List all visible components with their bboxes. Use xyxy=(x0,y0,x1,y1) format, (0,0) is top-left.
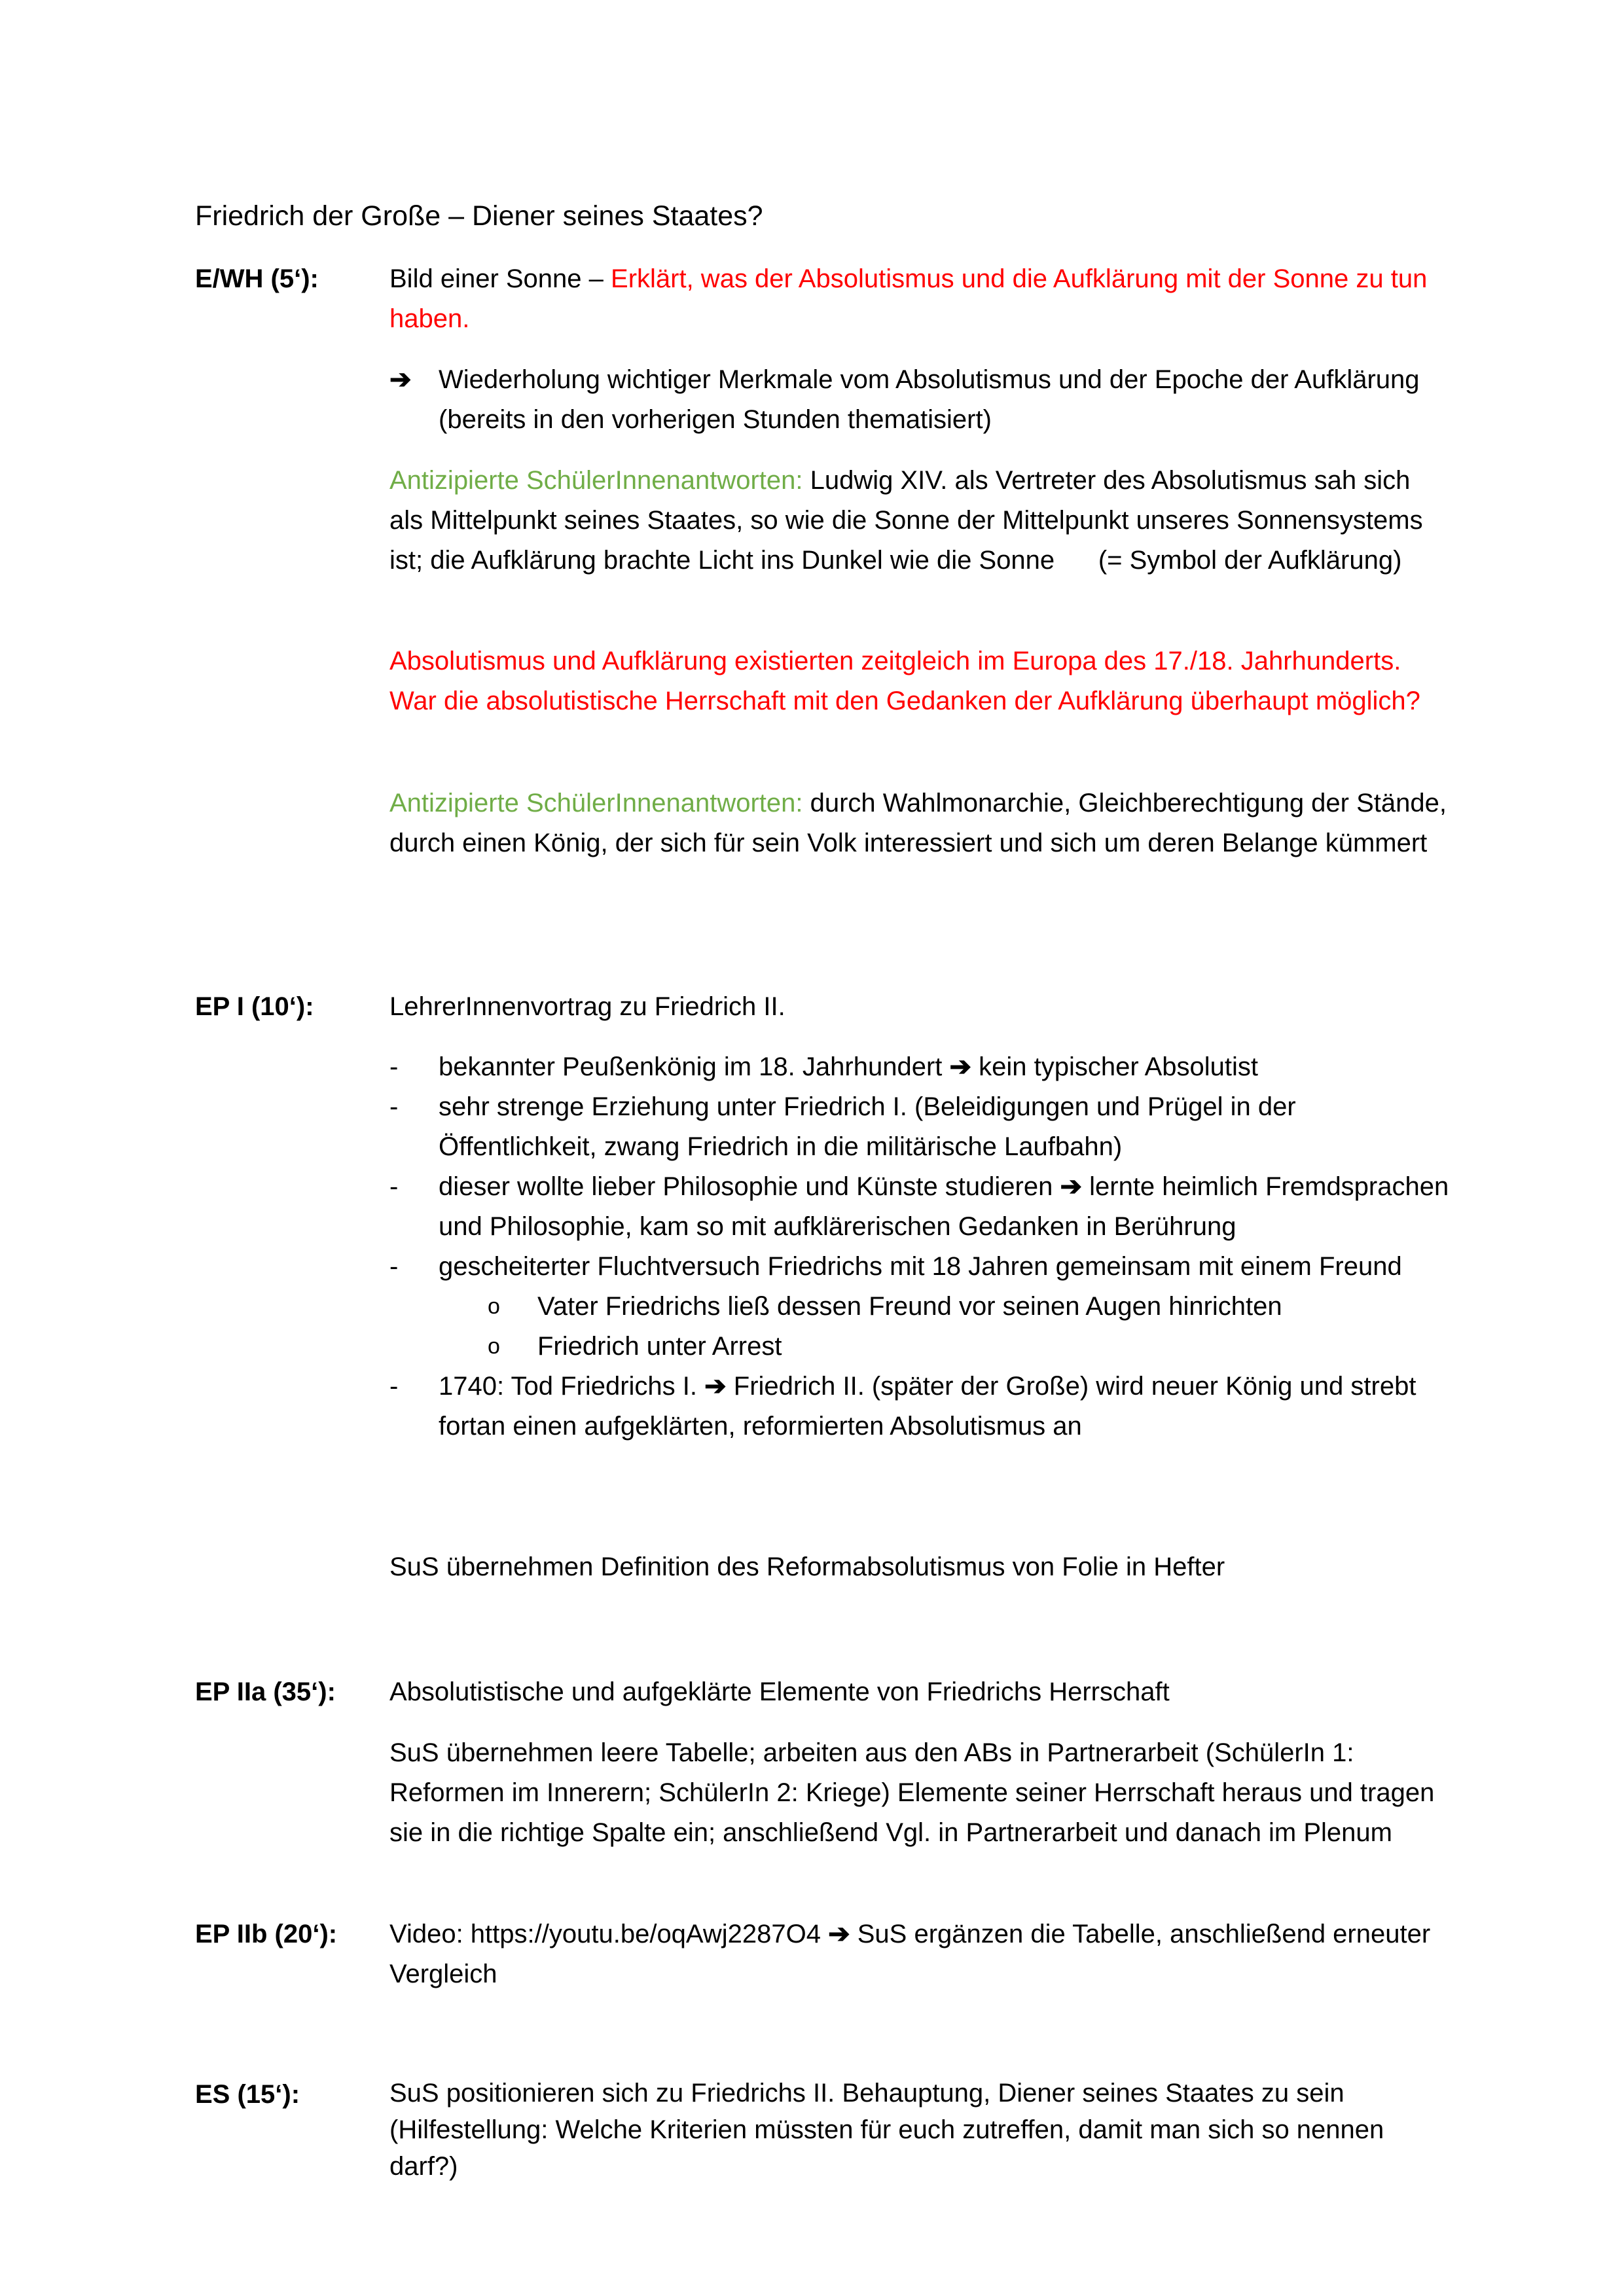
ewh-arrow-item xyxy=(389,360,1450,440)
ep2a-intro: Absolutistische und aufgeklärte Elemente von Friedrichs Herrschaft xyxy=(389,1677,1170,1706)
es-text: SuS positionieren sich zu Friedrichs II. Behauptung, Diener seines Staates zu sein (Hilfestellung: Welche Kriterien müssten für euch zutreffen, damit man sich so nennen darf?) xyxy=(389,2079,1384,2181)
arrow-right-icon: ➔ xyxy=(704,1372,727,1401)
bullet-item xyxy=(389,1167,1450,1247)
sub-bullet-item xyxy=(389,1287,1450,1327)
ep2b-video-text: Video: https://youtu.be/oqAwj2287O4 xyxy=(389,1920,829,1948)
ewh-answer-1 xyxy=(389,461,1450,581)
ewh-task-red: Erklärt, was der Absolutismus und die Aufklärung mit der Sonne zu tun haben. xyxy=(389,264,1428,333)
ep2a-text: SuS übernehmen leere Tabelle; arbeiten aus den ABs in Partnerarbeit (SchülerIn 1: Reformen im Innerern; SchülerIn 2: Kriege) Elemente seiner Herrschaft heraus und tragen sie in die richtige Spalte ein; anschließend Vgl. in Partnerarbeit und danach im Plenum xyxy=(389,1738,1435,1847)
bullet-text-continued: kein typischer Absolutist xyxy=(971,1052,1259,1081)
sub-bullet-item xyxy=(389,1327,1450,1367)
bullet-text: dieser wollte lieber Philosophie und Künste studieren xyxy=(439,1172,1060,1201)
bullet-item xyxy=(389,1087,1450,1167)
phase-label-ep2a: EP IIa (35‘): xyxy=(195,1677,336,1706)
ewh-question: Absolutismus und Aufklärung existierten zeitgleich im Europa des 17./18. Jahrhunderts. War die absolutistische Herrschaft mit den Gedanken der Aufklärung überhaupt möglich? xyxy=(389,647,1420,715)
dash-bullet-icon: - xyxy=(389,1252,399,1281)
arrow-right-icon: ➔ xyxy=(1060,1172,1082,1201)
ep1-bullet-list xyxy=(389,1047,1450,1446)
bullet-text: Friedrich unter Arrest xyxy=(537,1332,782,1361)
anticipated-answers-label: Antizipierte SchülerInnenantworten: xyxy=(389,789,803,817)
phase-label-ewh: E/WH (5‘): xyxy=(195,264,319,293)
circle-bullet-icon: o xyxy=(488,1294,500,1319)
bullet-text: Vater Friedrichs ließ dessen Freund vor seinen Augen hinrichten xyxy=(537,1292,1282,1321)
anticipated-answers-text: Ludwig XIV. als Vertreter des Absolutismus sah sich als Mittelpunkt seines Staates, so wie die Sonne der Mittelpunkt unseres Sonnensystems ist; die Aufklärung brachte Licht ins Dunkel wie die Sonne (= Symbol der Aufklärung) xyxy=(389,466,1430,575)
anticipated-answers-label: Antizipierte SchülerInnenantworten: xyxy=(389,466,803,495)
bullet-item xyxy=(389,1367,1450,1446)
document-title: Friedrich der Große – Diener seines Staates? xyxy=(195,200,763,232)
anticipated-answers-text: durch Wahlmonarchie, Gleichberechtigung der Stände, durch einen König, der sich für sein Volk interessiert und sich um deren Belange kümmert xyxy=(389,789,1447,857)
bullet-text: sehr strenge Erziehung unter Friedrich I. (Beleidigungen und Prügel in der Öffentlichkeit, zwang Friedrich in die militärische Laufbahn) xyxy=(439,1092,1296,1161)
circle-bullet-icon: o xyxy=(488,1334,500,1359)
ewh-arrow-text: Wiederholung wichtiger Merkmale vom Absolutismus und der Epoche der Aufklärung (bereits in den vorherigen Stunden thematisiert) xyxy=(439,365,1420,434)
bullet-item xyxy=(389,1247,1450,1287)
bullet-text: bekannter Peußenkönig im 18. Jahrhundert xyxy=(439,1052,950,1081)
arrow-right-icon: ➔ xyxy=(389,365,412,394)
ep2b-text xyxy=(389,1914,1450,1994)
arrow-right-icon: ➔ xyxy=(828,1920,850,1948)
phase-label-ep2b: EP IIb (20‘): xyxy=(195,1920,338,1948)
dash-bullet-icon: - xyxy=(389,1172,399,1201)
ep1-closing: SuS übernehmen Definition des Reformabsolutismus von Folie in Hefter xyxy=(389,1552,1225,1581)
ewh-answer-2 xyxy=(389,783,1450,863)
ewh-intro-text: Bild einer Sonne – xyxy=(389,264,611,293)
ep2b-after-text: SuS ergänzen die Tabelle, anschließend erneuter Vergleich xyxy=(389,1920,1431,1988)
bullet-text-continued: Friedrich II. (später der Große) wird neuer König und strebt fortan einen aufgeklärten, reformierten Absolutismus an xyxy=(439,1372,1416,1441)
bullet-text-continued: lernte heimlich Fremdsprachen und Philosophie, kam so mit aufklärerischen Gedanken in Berührung xyxy=(439,1172,1449,1241)
dash-bullet-icon: - xyxy=(389,1092,399,1121)
dash-bullet-icon: - xyxy=(389,1052,399,1081)
phase-label-es: ES (15‘): xyxy=(195,2080,300,2109)
bullet-text: gescheiterter Fluchtversuch Friedrichs mit 18 Jahren gemeinsam mit einem Freund xyxy=(439,1252,1402,1281)
bullet-item xyxy=(389,1047,1450,1087)
bullet-text: 1740: Tod Friedrichs I. xyxy=(439,1372,705,1401)
ewh-intro xyxy=(389,259,1450,339)
dash-bullet-icon: - xyxy=(389,1372,399,1401)
phase-label-ep1: EP I (10‘): xyxy=(195,992,314,1021)
ep1-intro: LehrerInnenvortrag zu Friedrich II. xyxy=(389,992,785,1021)
arrow-right-icon: ➔ xyxy=(949,1052,972,1081)
